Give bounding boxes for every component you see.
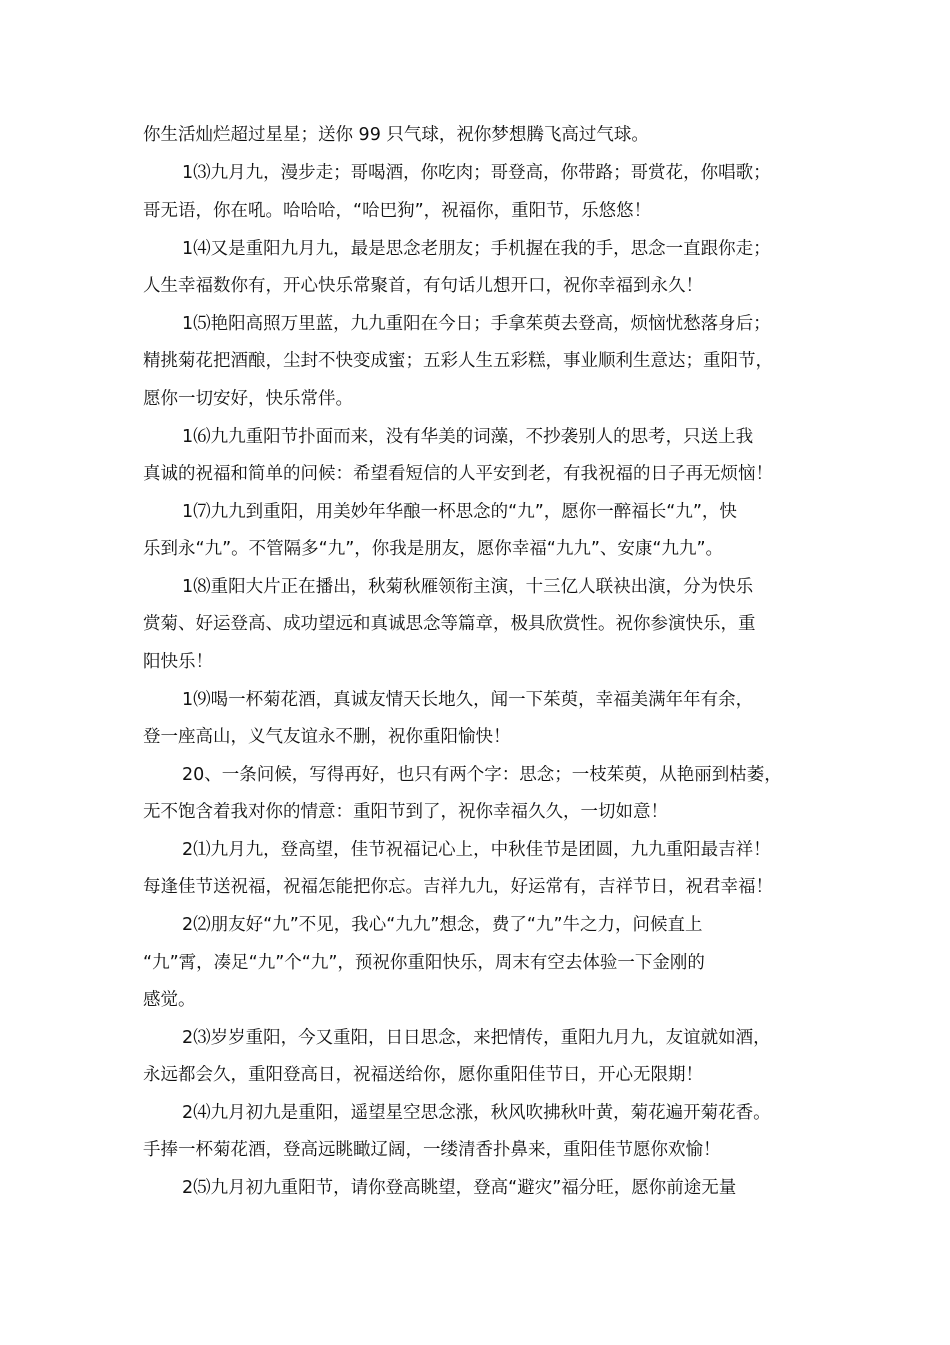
text-line: 1⑻重阳大片正在播出，秋菊秋雁领衔主演，十三亿人联袂出演，分为快乐 xyxy=(182,577,754,597)
text-line: 赏菊、好运登高、成功望远和真诚思念等篇章，极具欣赏性。祝你参演快乐，重 xyxy=(143,614,756,634)
text-line: 无不饱含着我对你的情意：重阳节到了，祝你幸福久久，一切如意！ xyxy=(143,802,668,822)
text-line: 每逢佳节送祝福，祝福怎能把你忘。吉祥九九，好运常有，吉祥节日，祝君幸福！ xyxy=(143,877,773,897)
text-line: 1⑶九月九，漫步走；哥喝酒，你吃肉；哥登高，你带路；哥赏花，你唱歌； xyxy=(182,163,771,183)
text-line: 1⑷又是重阳九月九，最是思念老朋友；手机握在我的手，思念一直跟你走； xyxy=(182,239,771,259)
text-line: 1⑸艳阳高照万里蓝，九九重阳在今日；手拿茱萸去登高，烦恼忧愁落身后； xyxy=(182,314,771,334)
text-line: 乐到永“九”。不管隔多“九”，你我是朋友，愿你幸福“九九”、安康“九九”。 xyxy=(143,539,724,559)
text-line: 2⑶岁岁重阳，今又重阳，日日思念，来把情传，重阳九月九，友谊就如酒， xyxy=(182,1028,771,1048)
text-line: 真诚的祝福和简单的问候：希望看短信的人平安到老，有我祝福的日子再无烦恼！ xyxy=(143,464,773,484)
text-line: 阳快乐！ xyxy=(143,652,213,672)
text-line: 1⑺九九到重阳，用美妙年华酿一杯思念的“九”，愿你一醉福长“九”，快 xyxy=(182,502,737,522)
text-line: 感觉。 xyxy=(143,990,196,1010)
text-line: 愿你一切安好，快乐常伴。 xyxy=(143,389,353,409)
text-line: 2⑴九月九，登高望，佳节祝福记心上，中秋佳节是团圆，九九重阳最吉祥！ xyxy=(182,840,771,860)
text-line: 登一座高山，义气友谊永不删，祝你重阳愉快！ xyxy=(143,727,511,747)
text-line: 2⑷九月初九是重阳，遥望星空思念涨，秋风吹拂秋叶黄，菊花遍开菊花香。 xyxy=(182,1103,771,1123)
text-line: 手捧一杯菊花酒，登高远眺瞰辽阔，一缕清香扑鼻来，重阳佳节愿你欢愉！ xyxy=(143,1140,721,1160)
text-line: 精挑菊花把酒酿，尘封不快变成蜜；五彩人生五彩糕，事业顺利生意达；重阳节， xyxy=(143,351,773,371)
text-line: 1⑹九九重阳节扑面而来，没有华美的词藻，不抄袭别人的思考，只送上我 xyxy=(182,427,754,447)
text-line: 2⑵朋友好“九”不见，我心“九九”想念，费了“九”牛之力，问候直上 xyxy=(182,915,703,935)
text-line: 2⑸九月初九重阳节，请你登高眺望，登高“避灾”福分旺，愿你前途无量 xyxy=(182,1178,737,1198)
text-line: 哥无语，你在吼。哈哈哈，“哈巴狗”，祝福你，重阳节，乐悠悠！ xyxy=(143,201,652,221)
text-line: 20、一条问候，写得再好，也只有两个字：思念；一枝茱萸，从艳丽到枯萎， xyxy=(182,765,782,785)
text-line: 你生活灿烂超过星星；送你 99 只气球，祝你梦想腾飞高过气球。 xyxy=(143,125,649,145)
text-line: “九”霄，凑足“九”个“九”，预祝你重阳快乐，周末有空去体验一下金刚的 xyxy=(143,953,705,973)
text-line: 1⑼喝一杯菊花酒，真诚友情天长地久，闻一下茱萸，幸福美满年年有余， xyxy=(182,690,754,710)
text-line: 永远都会久，重阳登高日，祝福送给你，愿你重阳佳节日，开心无限期！ xyxy=(143,1065,703,1085)
text-line: 人生幸福数你有，开心快乐常聚首，有句话儿想开口，祝你幸福到永久！ xyxy=(143,276,703,296)
